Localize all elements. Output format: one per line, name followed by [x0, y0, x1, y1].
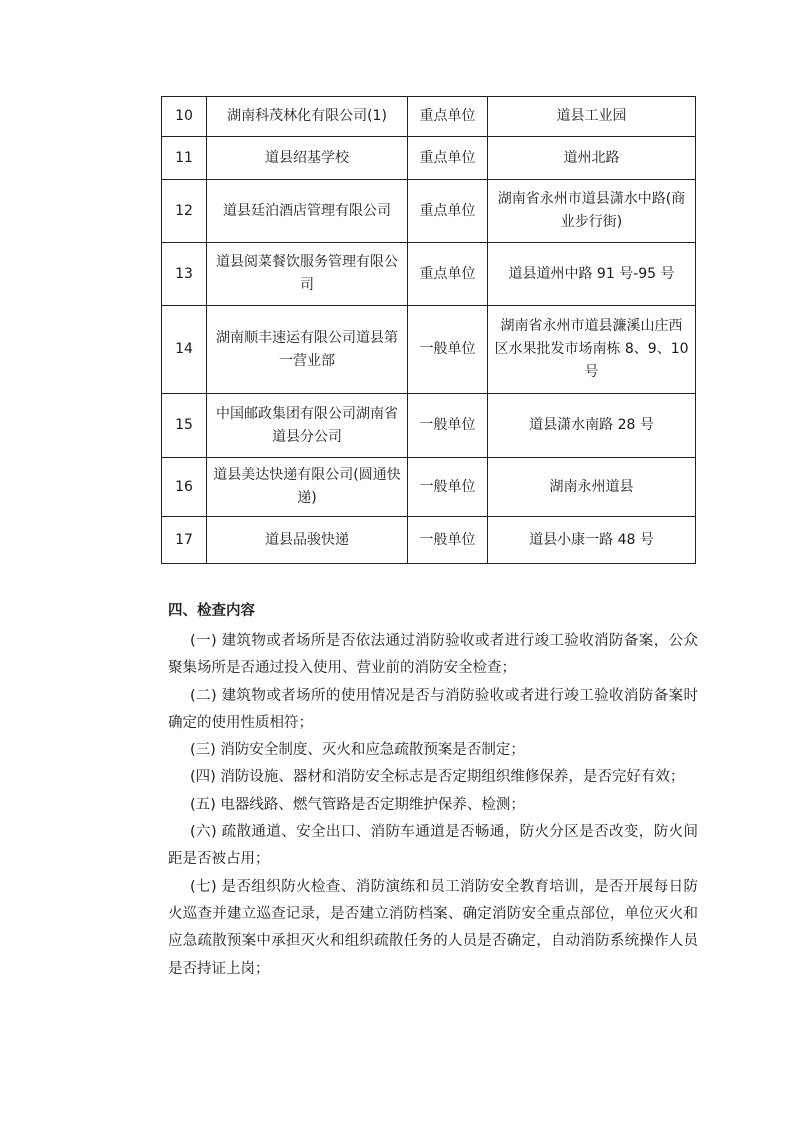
- section-heading: 四、检查内容: [168, 603, 255, 619]
- paragraph: (七) 是否组织防火检查、消防演练和员工消防安全教育培训，是否开展每日防火巡查并建立巡查记录，是否建立消防档案、确定消防安全重点部位，单位灭火和应急疏散预案中承担灭火和组织疏散任务的人员是否确定，自动消防系统操作人员是否持证上岗；: [168, 878, 698, 977]
- paragraph: (一) 建筑物或者场所是否依法通过消防验收或者进行竣工验收消防备案，公众聚集场所是否通过投入使用、营业前的消防安全检查；: [168, 633, 698, 677]
- unit-type: 一般单位: [408, 394, 488, 458]
- unit-address: 道县小康一路 48 号: [488, 517, 696, 564]
- paragraph: (三) 消防安全制度、灭火和应急疏散预案是否制定；: [190, 742, 525, 759]
- table-row: [162, 137, 696, 180]
- row-number: 16: [162, 458, 207, 517]
- unit-address: 湖南省永州市道县潇水中路(商业步行街): [488, 180, 696, 243]
- table-row: [162, 394, 696, 458]
- unit-name: 道县品骏快递: [207, 517, 408, 564]
- inspection-content-section: [168, 598, 698, 983]
- paragraph: (六) 疏散通道、安全出口、消防车通道是否畅通，防火分区是否改变，防火间距是否被占用；: [168, 824, 698, 868]
- unit-address: 道州北路: [488, 137, 696, 180]
- unit-name: 湖南顺丰速运有限公司道县第一营业部: [207, 306, 408, 394]
- unit-type: 重点单位: [408, 180, 488, 243]
- unit-name: 湖南科茂林化有限公司(1): [207, 97, 408, 137]
- unit-name: 道县美达快递有限公司(圆通快递): [207, 458, 408, 517]
- row-number: 13: [162, 243, 207, 306]
- unit-type: 重点单位: [408, 243, 488, 306]
- unit-name: 道县廷泊酒店管理有限公司: [207, 180, 408, 243]
- paragraph: (五) 电器线路、燃气管路是否定期维护保养、检测；: [190, 796, 525, 813]
- table-row: [162, 458, 696, 517]
- table-row: [162, 97, 696, 137]
- unit-type: 重点单位: [408, 97, 488, 137]
- unit-type: 一般单位: [408, 458, 488, 517]
- unit-address: 道县潇水南路 28 号: [488, 394, 696, 458]
- unit-address: 道县工业园: [488, 97, 696, 137]
- unit-name: 道县绍基学校: [207, 137, 408, 180]
- paragraph: (四) 消防设施、器材和消防安全标志是否定期组织维修保养，是否完好有效；: [190, 769, 685, 786]
- unit-type: 一般单位: [408, 306, 488, 394]
- unit-address: 道县道州中路 91 号-95 号: [488, 243, 696, 306]
- table-row: [162, 180, 696, 243]
- table-row: [162, 243, 696, 306]
- unit-name: 中国邮政集团有限公司湖南省道县分公司: [207, 394, 408, 458]
- row-number: 15: [162, 394, 207, 458]
- row-number: 12: [162, 180, 207, 243]
- row-number: 14: [162, 306, 207, 394]
- unit-type: 一般单位: [408, 517, 488, 564]
- row-number: 10: [162, 97, 207, 137]
- table-row: [162, 306, 696, 394]
- unit-name: 道县阅菜餐饮服务管理有限公司: [207, 243, 408, 306]
- unit-address: 湖南省永州市道县濂溪山庄西区水果批发市场南栋 8、9、10 号: [488, 306, 696, 394]
- unit-type: 重点单位: [408, 137, 488, 180]
- table-row: [162, 517, 696, 564]
- paragraph: (二) 建筑物或者场所的使用情况是否与消防验收或者进行竣工验收消防备案时确定的使用性质相符；: [168, 687, 698, 731]
- unit-address: 湖南永州道县: [488, 458, 696, 517]
- row-number: 11: [162, 137, 207, 180]
- units-table: [161, 96, 696, 564]
- row-number: 17: [162, 517, 207, 564]
